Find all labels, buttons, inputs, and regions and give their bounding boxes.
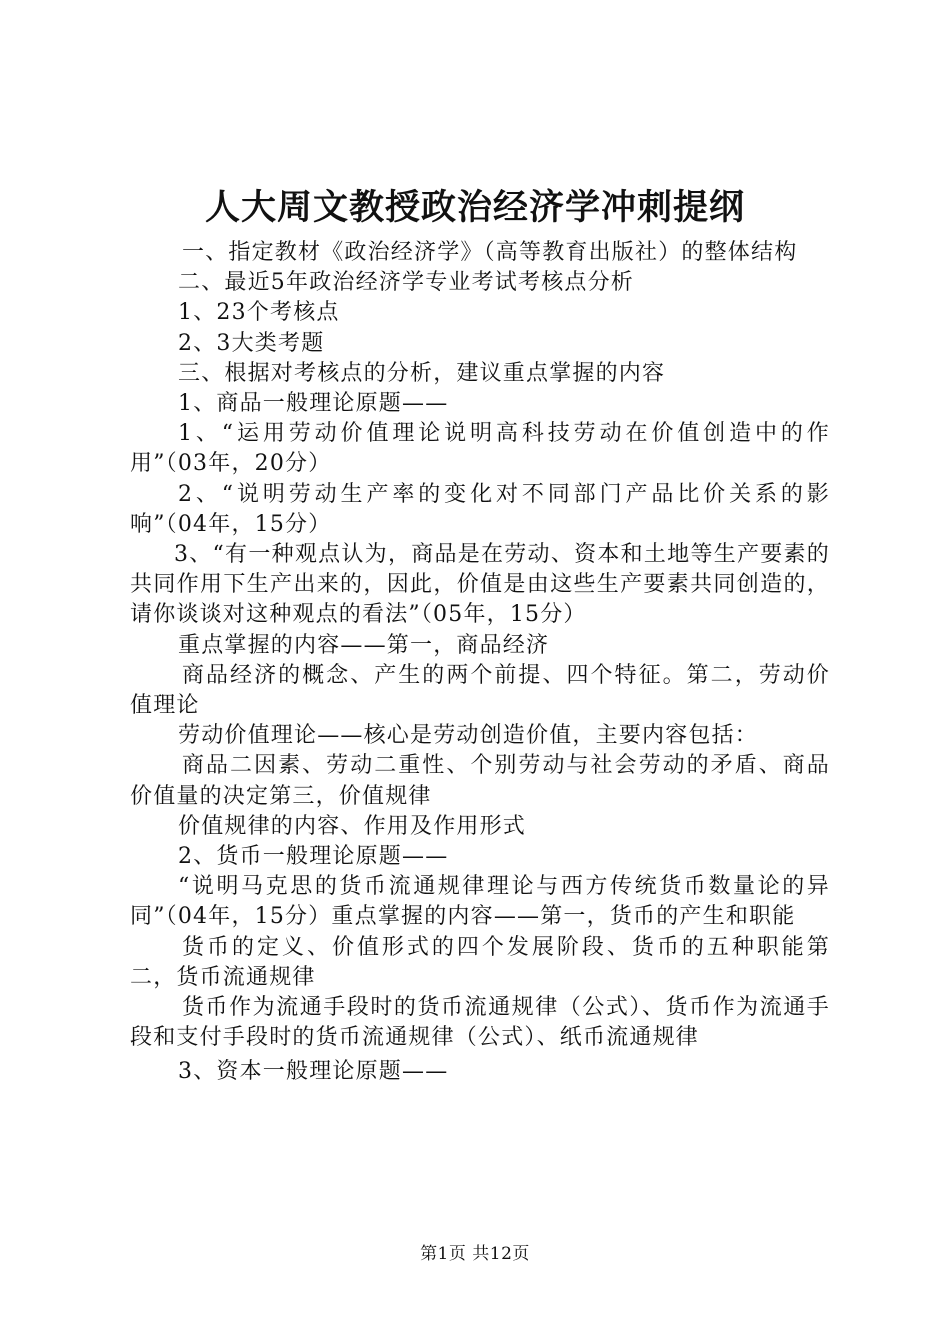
paragraph: 货币的定义、价值形式的四个发展阶段、货币的五种职能第二，货币流通规律	[130, 934, 830, 990]
paragraph: 价值规律的内容、作用及作用形式	[178, 813, 527, 839]
paragraph: 重点掌握的内容——第一，商品经济	[178, 632, 550, 658]
paragraph: 商品二因素、劳动二重性、个别劳动与社会劳动的矛盾、商品价值量的决定第三，价值规律	[130, 753, 830, 809]
paragraph: 劳动价值理论——核心是劳动创造价值，主要内容包括：	[178, 723, 759, 749]
page-title: 人大周文教授政治经济学冲刺提纲	[204, 187, 745, 228]
paragraph: 1、商品一般理论原题——	[178, 391, 449, 417]
paragraph: 一、指定教材《政治经济学》（高等教育出版社）的整体结构	[182, 240, 798, 265]
paragraph: 3、“有一种观点认为，商品是在劳动、资本和土地等生产要素的共同作用下生产出来的，因此，价值是由这些生产要素共同创造的，请你谈谈对这种观点的看法”（05年，15分）	[130, 542, 830, 628]
paragraph: “说明马克思的货币流通规律理论与西方传统货币数量论的异同”（04年，15分）重点掌握的内容——第一，货币的产生和职能	[130, 874, 830, 930]
paragraph: 3、资本一般理论原题——	[178, 1059, 449, 1085]
document-body	[130, 238, 830, 1088]
paragraph: 二、最近5年政治经济学专业考试考核点分析	[178, 270, 634, 296]
paragraph: 1、23个考核点	[178, 300, 340, 326]
paragraph: 1、“运用劳动价值理论说明高科技劳动在价值创造中的作用”（03年，20分）	[130, 421, 830, 477]
paragraph: 2、“说明劳动生产率的变化对不同部门产品比价关系的影响”（04年，15分）	[130, 481, 830, 537]
paragraph: 商品经济的概念、产生的两个前提、四个特征。第二，劳动价值理论	[130, 662, 830, 719]
paragraph: 2、货币一般理论原题——	[178, 844, 449, 870]
paragraph: 三、根据对考核点的分析，建议重点掌握的内容	[178, 360, 666, 386]
paragraph: 2、3大类考题	[178, 330, 325, 356]
paragraph: 货币作为流通手段时的货币流通规律（公式）、货币作为流通手段和支付手段时的货币流通规律（公式）、纸币流通规律	[130, 995, 830, 1051]
page-footer: 第1页 共12页	[420, 1244, 530, 1264]
